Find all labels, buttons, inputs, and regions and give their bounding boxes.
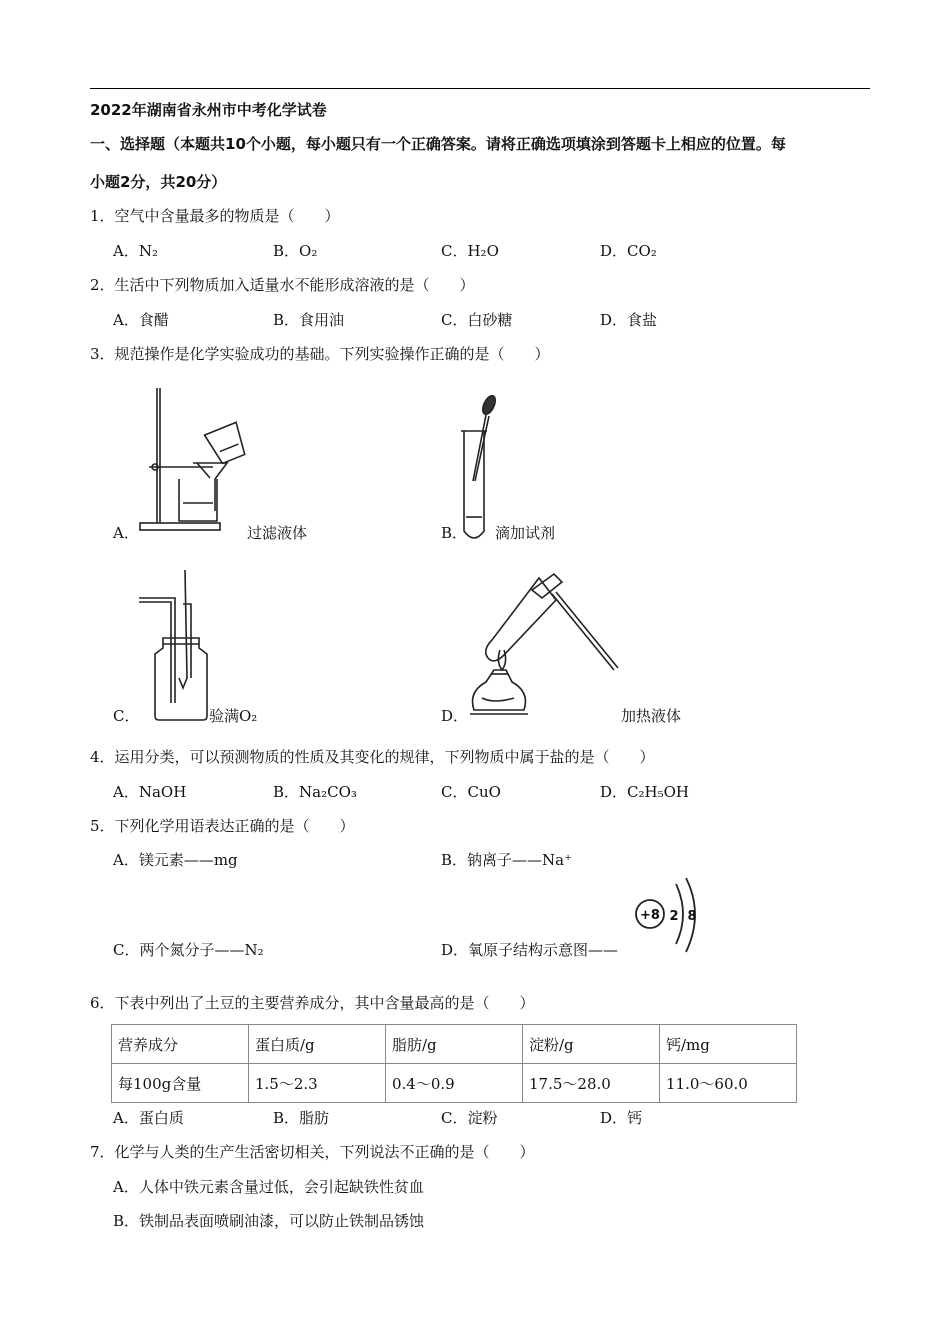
table-header-row (112, 1025, 797, 1064)
question-3-stem: 3．规范操作是化学实验成功的基础。下列实验操作正确的是（ ） (90, 345, 550, 363)
table-cell: 17.5～28.0 (523, 1064, 660, 1103)
q7-option-b: B．铁制品表面喷刷油漆，可以防止铁制品锈蚀 (113, 1212, 425, 1230)
table-header-cell: 淀粉/g (523, 1025, 660, 1064)
table-header-cell: 蛋白质/g (249, 1025, 386, 1064)
atom-nucleus-label: +8 (640, 908, 660, 923)
q3-option-c-caption: 验满O₂ (209, 707, 258, 725)
question-6-stem: 6．下表中列出了土豆的主要营养成分，其中含量最高的是（ ） (90, 994, 535, 1012)
table-cell: 每100g含量 (112, 1064, 249, 1103)
table-header-cell: 脂肪/g (386, 1025, 523, 1064)
table-cell: 1.5～2.3 (249, 1064, 386, 1103)
exam-title: 2022年湖南省永州市中考化学试卷 (90, 101, 327, 119)
q3-option-d-caption: 加热液体 (621, 707, 682, 725)
q4-option-c: C．CuO (441, 783, 501, 801)
atom-shell-2-label: 8 (687, 909, 697, 924)
atom-shell-1-label: 2 (669, 909, 679, 924)
q5-option-d: D．氧原子结构示意图—— (441, 941, 619, 959)
gas-collection-bottle-image (135, 568, 215, 723)
question-5-stem: 5．下列化学用语表达正确的是（ ） (90, 817, 355, 835)
q5-option-c: C．两个氮分子——N₂ (113, 941, 264, 959)
q1-option-a: A．N₂ (113, 242, 158, 260)
q3-option-a-caption: 过滤液体 (247, 524, 308, 542)
q6-option-c: C．淀粉 (441, 1109, 498, 1127)
q4-option-b: B．Na₂CO₃ (273, 783, 357, 801)
q1-option-b: B．O₂ (273, 242, 318, 260)
q6-option-b: B．脂肪 (273, 1109, 330, 1127)
header-rule (90, 88, 870, 89)
section-header-line-1: 一、选择题（本题共10个小题，每小题只有一个正确答案。请将正确选项填涂到答题卡上相应的位置。每 (90, 135, 786, 153)
q4-option-d: D．C₂H₅OH (600, 783, 689, 801)
q4-option-a: A．NaOH (113, 783, 187, 801)
q2-option-a: A．食醋 (113, 311, 169, 329)
q6-option-d: D．钙 (600, 1109, 643, 1127)
q2-option-d: D．食盐 (600, 311, 658, 329)
q3-option-d-letter: D． (441, 707, 469, 725)
q6-option-a: A．蛋白质 (113, 1109, 184, 1127)
q3-option-a-letter: A． (113, 524, 139, 542)
filtration-apparatus-image (135, 383, 250, 533)
q2-option-c: C．白砂糖 (441, 311, 513, 329)
q1-option-c: C．H₂O (441, 242, 499, 260)
question-4-stem: 4．运用分类，可以预测物质的性质及其变化的规律，下列物质中属于盐的是（ ） (90, 748, 655, 766)
question-7-stem: 7．化学与人类的生产生活密切相关，下列说法不正确的是（ ） (90, 1143, 535, 1161)
q3-option-b-caption: 滴加试剂 (495, 524, 556, 542)
table-cell: 11.0～60.0 (660, 1064, 797, 1103)
table-cell: 0.4～0.9 (386, 1064, 523, 1103)
section-header-line-2: 小题2分，共20分） (90, 173, 227, 191)
heating-liquid-apparatus-image (464, 570, 624, 725)
q5-option-a: A．镁元素——mg (113, 851, 238, 869)
q3-option-b-letter: B． (441, 524, 468, 542)
q5-option-b: B．钠离子——Na⁺ (441, 851, 573, 869)
q3-option-c-letter: C． (113, 707, 140, 725)
table-header-cell: 钙/mg (660, 1025, 797, 1064)
oxygen-atom-structure-diagram (632, 876, 704, 956)
question-1-stem: 1．空气中含量最多的物质是（ ） (90, 207, 340, 225)
nutrition-table (111, 1024, 797, 1103)
q2-option-b: B．食用油 (273, 311, 345, 329)
table-row (112, 1064, 797, 1103)
table-header-cell: 营养成分 (112, 1025, 249, 1064)
q1-option-d: D．CO₂ (600, 242, 657, 260)
q7-option-a: A．人体中铁元素含量过低，会引起缺铁性贫血 (113, 1178, 424, 1196)
question-2-stem: 2．生活中下列物质加入适量水不能形成溶液的是（ ） (90, 276, 475, 294)
